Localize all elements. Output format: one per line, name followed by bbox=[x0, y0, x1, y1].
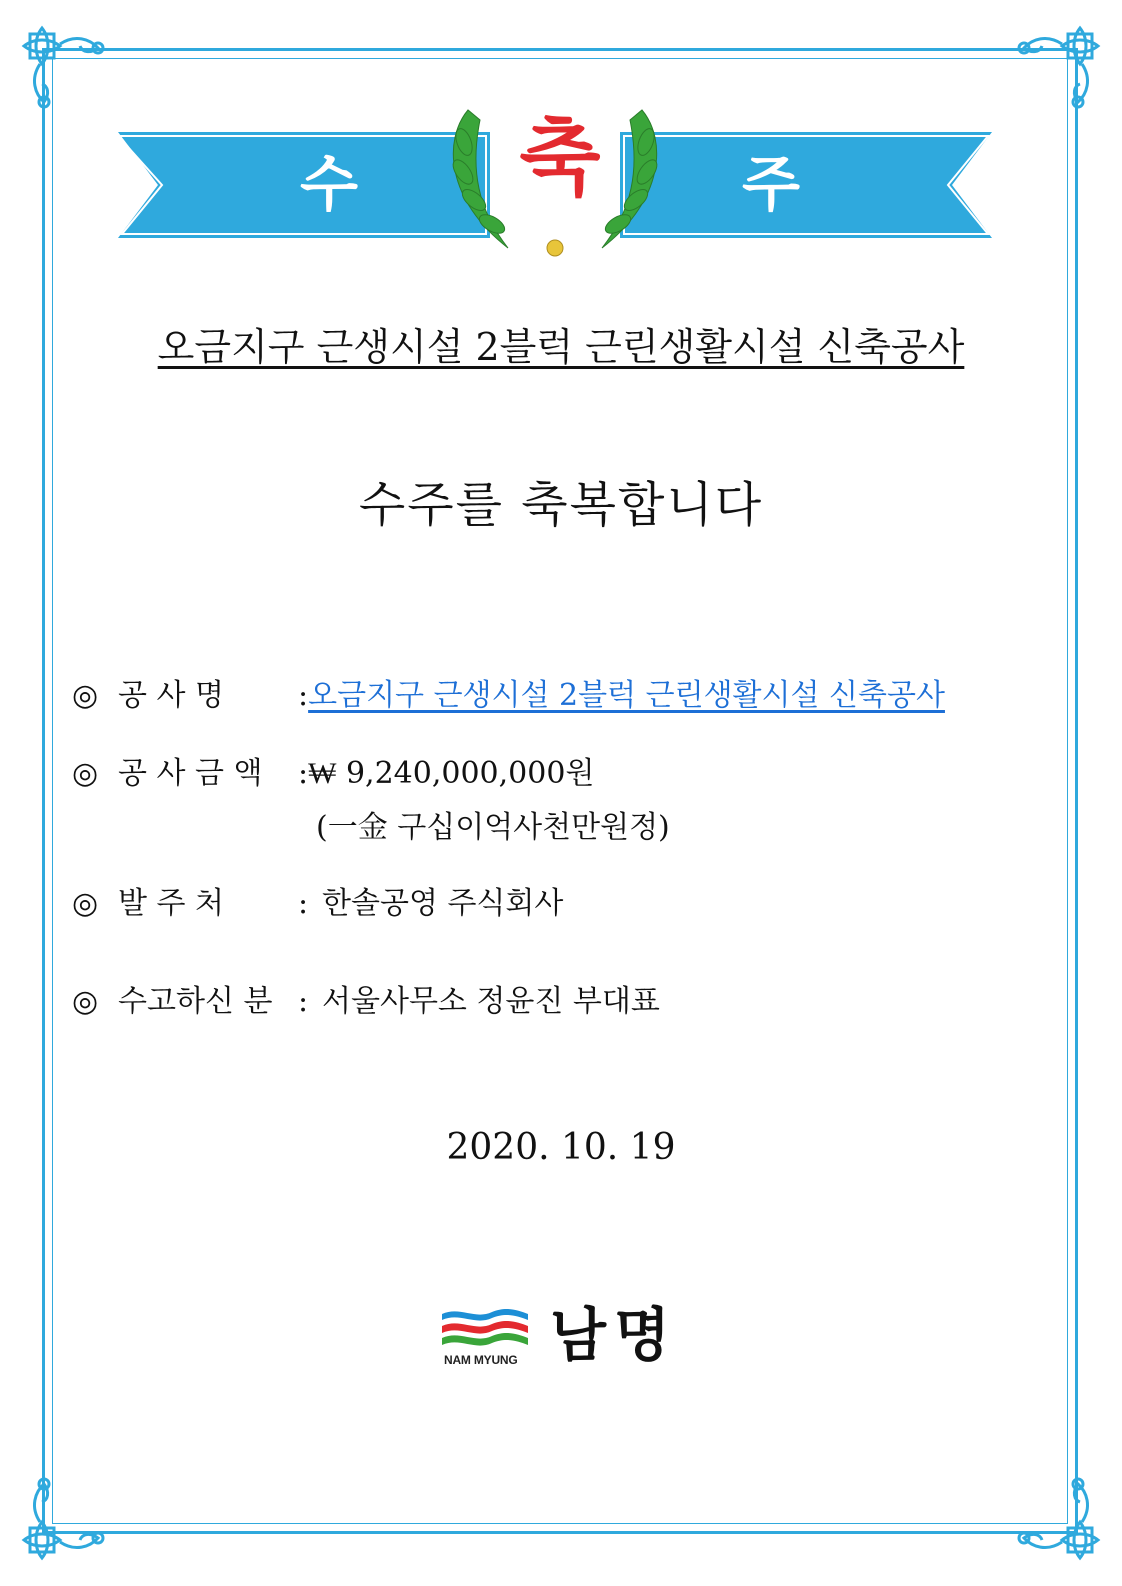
person-value: 서울사무소 정윤진 부대표 bbox=[322, 984, 660, 1019]
detail-row-amount bbox=[72, 754, 594, 794]
bullet-mark: ◎ bbox=[72, 756, 99, 791]
amount-korean: (一金 구십이억사천만원정) bbox=[316, 810, 670, 845]
project-title bbox=[0, 318, 1122, 376]
detail-row-person bbox=[72, 982, 660, 1022]
bullet-mark: ◎ bbox=[72, 886, 99, 921]
banner-left-char: 수 bbox=[300, 150, 358, 220]
company-wave-logo-icon bbox=[440, 1306, 530, 1352]
project-name-colon: : bbox=[298, 678, 309, 713]
amount-colon: : bbox=[298, 756, 309, 791]
congratulations-heading: 수주를 축복합니다 bbox=[358, 477, 764, 533]
corner-ornament-icon bbox=[20, 24, 110, 114]
amount-value: ₩ 9,240,000,000원 bbox=[308, 756, 595, 791]
bullet-mark: ◎ bbox=[72, 984, 99, 1019]
company-logo-korean: 남명 bbox=[550, 1301, 679, 1369]
client-value: 한솔공영 주식회사 bbox=[322, 886, 564, 921]
person-colon: : bbox=[298, 984, 309, 1019]
detail-row-project-name bbox=[72, 676, 945, 716]
amount-label: 공 사 금 액 bbox=[118, 756, 263, 791]
document-date: 2020. 10. 19 bbox=[446, 1127, 676, 1168]
banner-right-char: 주 bbox=[742, 150, 800, 220]
project-name-value[interactable]: 오금지구 근생시설 2블럭 근린생활시설 신축공사 bbox=[308, 678, 945, 713]
detail-row-client bbox=[72, 884, 563, 924]
client-colon: : bbox=[298, 886, 309, 921]
client-label: 발 주 처 bbox=[118, 886, 225, 921]
corner-ornament-icon bbox=[1012, 24, 1102, 114]
project-title-text: 오금지구 근생시설 2블럭 근린생활시설 신축공사 bbox=[157, 325, 965, 369]
person-label: 수고하신 분 bbox=[118, 984, 273, 1019]
banner-center-char: 축 bbox=[519, 109, 601, 207]
project-name-label: 공 사 명 bbox=[118, 678, 225, 713]
corner-ornament-icon bbox=[20, 1472, 110, 1562]
company-logo-english: NAM MYUNG bbox=[444, 1353, 518, 1367]
bullet-mark: ◎ bbox=[72, 678, 99, 713]
corner-ornament-icon bbox=[1012, 1472, 1102, 1562]
ribbon-right-icon bbox=[620, 132, 992, 238]
